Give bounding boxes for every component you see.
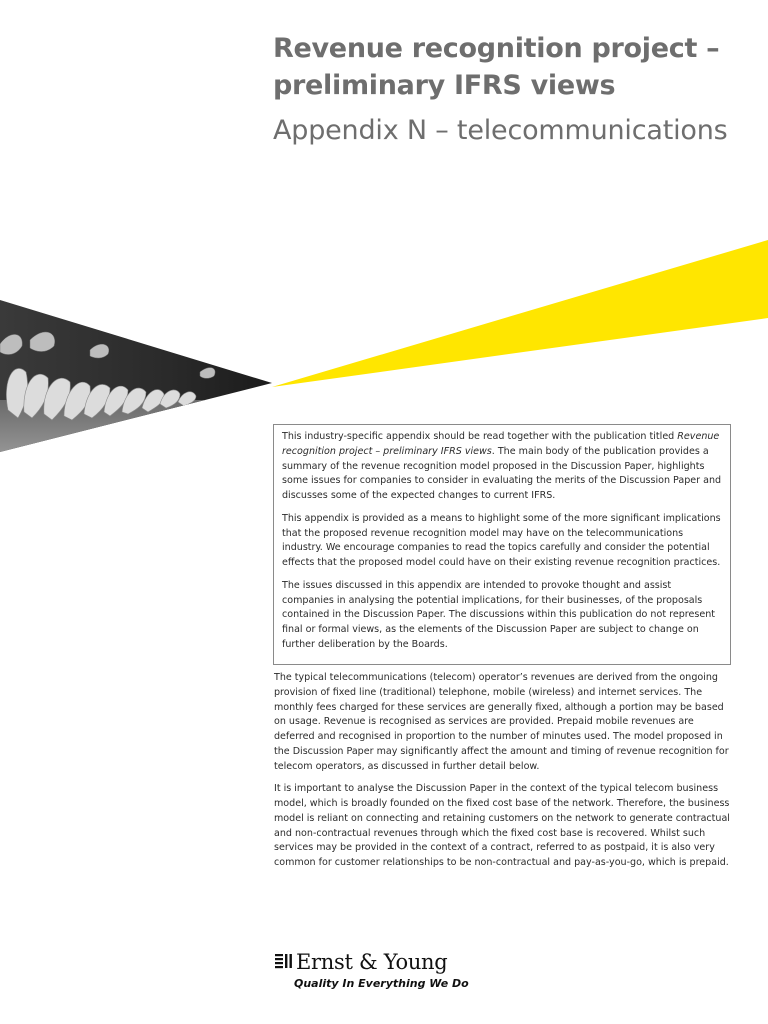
body-text	[274, 671, 734, 879]
logo-mark-icon	[274, 952, 294, 972]
intro-box	[273, 424, 731, 665]
page-subtitle: Appendix N – telecommunications	[273, 115, 728, 146]
ernst-young-logo	[274, 950, 474, 1000]
intro-p1-lead: This industry-specific appendix should be read together with the publication titled	[282, 431, 678, 442]
page-title: Revenue recognition project – preliminary IFRS views	[273, 33, 720, 101]
intro-paragraph-1	[282, 430, 723, 504]
logo-tagline: Quality In Everything We Do	[294, 977, 469, 990]
intro-paragraph-2: This appendix is provided as a means to highlight some of the more significant implications that the proposed revenue recognition model may have on the telecommunications industry. We encourage companies to read the topics carefully and consider the potential effects that the proposed model could have on their existing revenue recognition practices.	[282, 512, 721, 568]
intro-paragraph-3: The issues discussed in this appendix are intended to provoke thought and assist companies in analysing the potential implications, for their businesses, of the proposals contained in the Discussion Paper. The discussions within this publication do not represent final or formal views, as the elements of the Discussion Paper are subject to change on further deliberation by the Boards.	[282, 579, 715, 650]
body-paragraph-1: The typical telecommunications (telecom) operator’s revenues are derived from the ongoing provision of fixed line (traditional) telephone, mobile (wireless) and internet services. The monthly fees charged for these services are generally fixed, although a portion may be based on usage. Revenue is recognised as services are provided. Prepaid mobile revenues are deferred and recognised in proportion to the number of minutes used. The model proposed in the Discussion Paper may significantly affect the amount and timing of revenue recognition for telecom operators, as discussed in further detail below.	[274, 672, 729, 772]
butterfly-photo	[0, 295, 280, 460]
title-block	[273, 30, 743, 149]
body-paragraph-2: It is important to analyse the Discussion Paper in the context of the typical telecom business model, which is broadly founded on the fixed cost base of the network. Therefore, the business model is reliant on connecting and retaining customers on the network to generate contractual and non-contractual revenues through which the fixed cost base is recovered. Whilst such services may be provided in the context of a contract, referred to as postpaid, it is also very common for customer relationships to be non-contractual and pay-as-you-go, which is prepaid.	[274, 783, 730, 868]
yellow-beam	[272, 240, 768, 387]
publication-title: Revenue recognition project – preliminary IFRS views	[282, 431, 720, 457]
intro-p1-rest: . The main body of the publication provides a summary of the revenue recognition model proposed in the Discussion Paper, highlights some issues for companies to consider in evaluating the merits of the Discussion Paper and discusses some of the expected changes to current IFRS.	[282, 445, 722, 501]
logo-name: Ernst & Young	[296, 950, 448, 974]
